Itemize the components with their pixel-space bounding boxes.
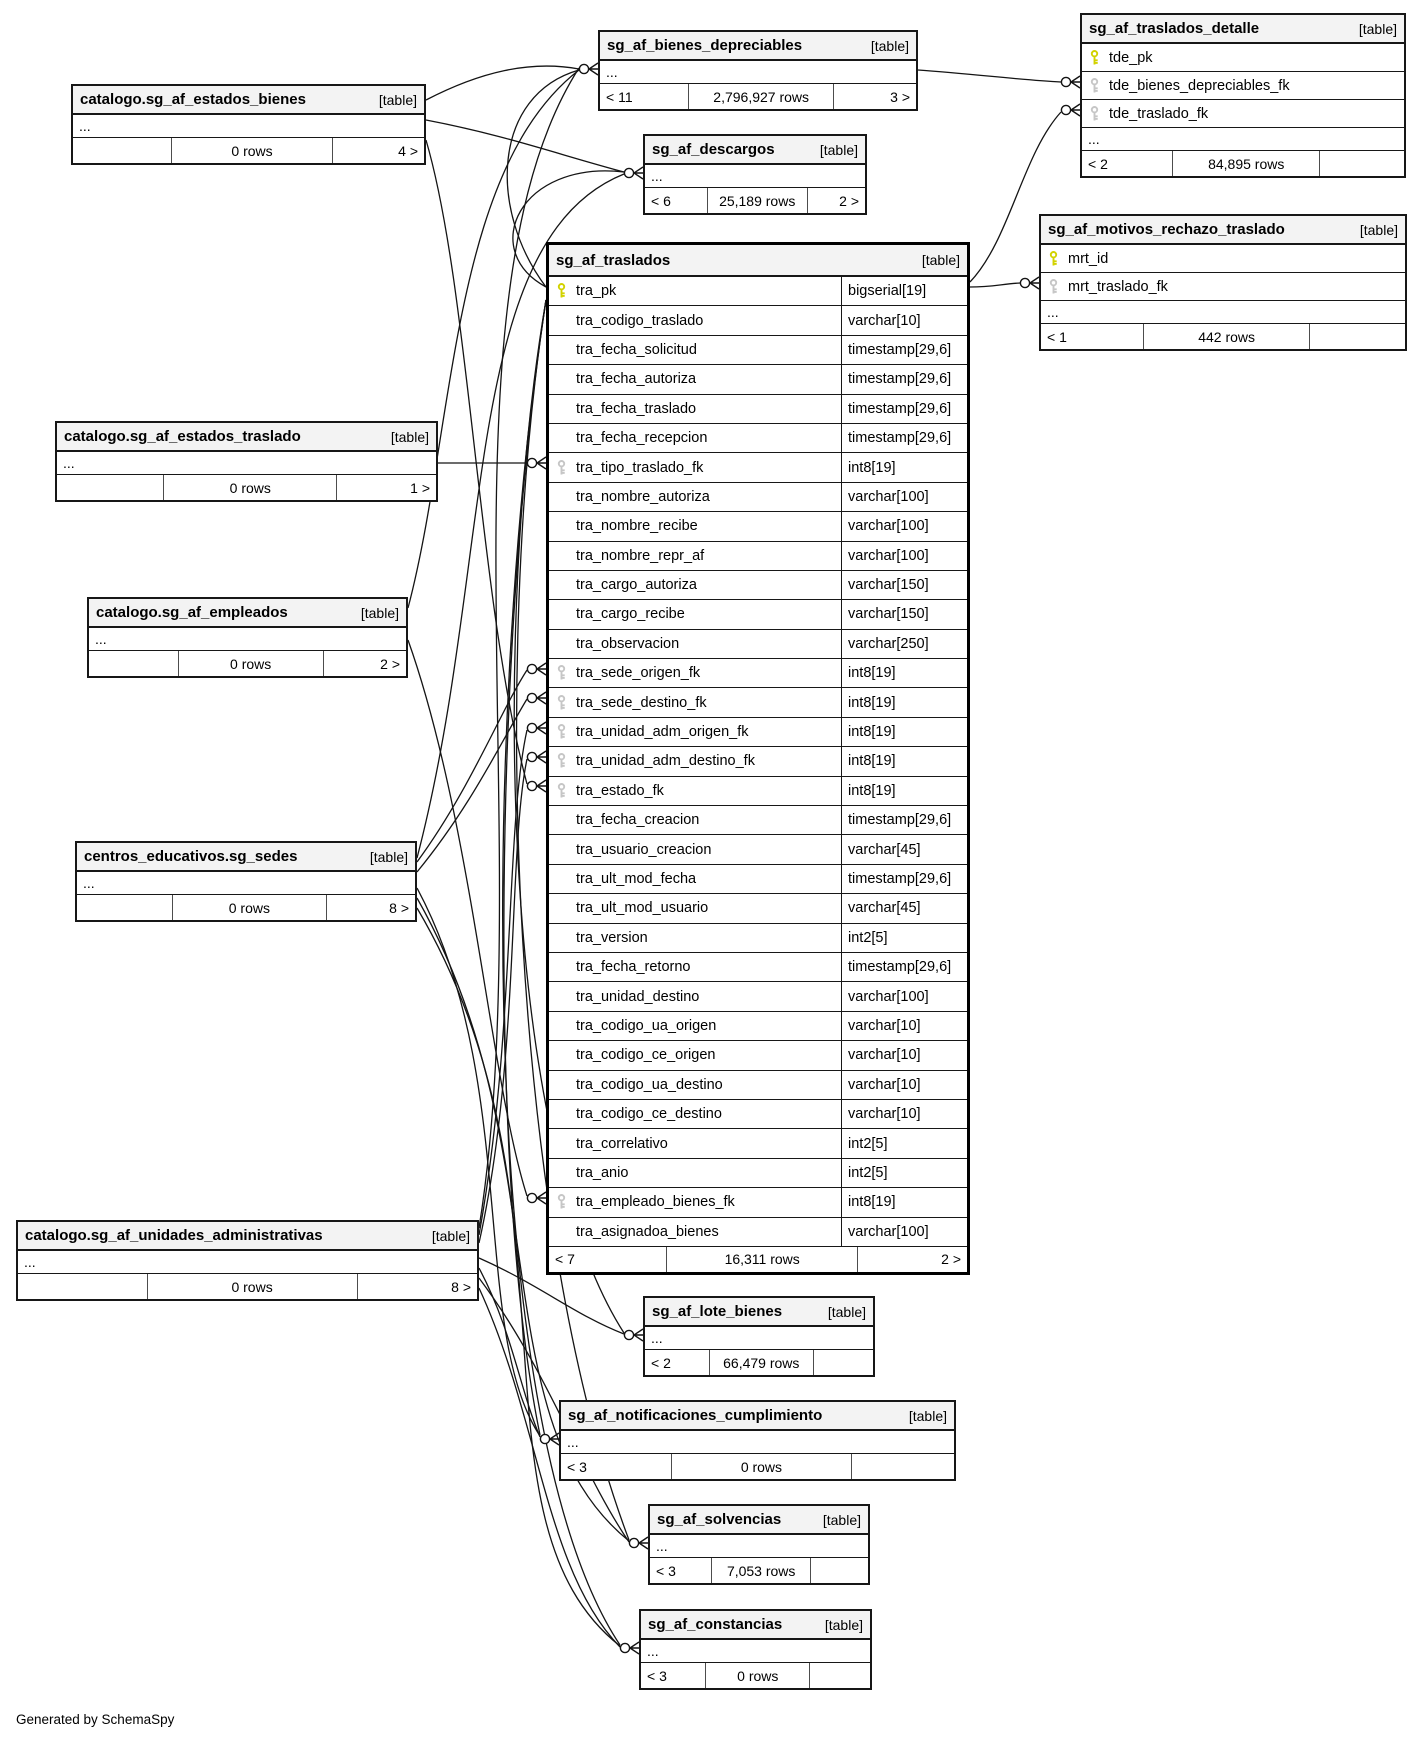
column-row	[549, 542, 967, 571]
elided-columns-row: ...	[1082, 128, 1404, 151]
column-type: int8[19]	[841, 452, 967, 482]
row-count: 7,053 rows	[711, 1558, 811, 1583]
column-type: timestamp[29,6]	[841, 394, 967, 424]
column-row	[1082, 44, 1404, 72]
column-type: varchar[250]	[841, 629, 967, 659]
crowfoot-connector	[579, 63, 598, 75]
column-name: tra_fecha_retorno	[576, 959, 691, 976]
column-name: tde_traslado_fk	[1109, 105, 1209, 122]
table-stats	[89, 651, 406, 676]
column-row	[549, 894, 967, 923]
table-stats	[650, 1558, 868, 1583]
column-name: tra_fecha_autoriza	[576, 371, 697, 388]
related-out-count: 3 >	[890, 88, 910, 105]
elided-columns-row: ...	[650, 1535, 868, 1558]
crowfoot-connector	[624, 1329, 643, 1341]
foreign-key-icon	[1089, 77, 1100, 94]
column-type: int8[19]	[841, 717, 967, 747]
table-stats	[561, 1454, 954, 1479]
relationship-edge	[426, 66, 579, 100]
column-name: tra_fecha_traslado	[576, 400, 697, 417]
column-type: varchar[100]	[841, 1217, 967, 1247]
elided-columns-row: ...	[77, 872, 415, 895]
column-type: int2[5]	[841, 1128, 967, 1158]
column-name: tra_codigo_ua_origen	[576, 1017, 717, 1034]
related-out-count	[1320, 151, 1404, 176]
column-name: tra_ult_mod_fecha	[576, 871, 697, 887]
row-count: 0 rows	[705, 1663, 810, 1688]
column-row	[549, 395, 967, 424]
column-row	[549, 953, 967, 982]
column-row	[1041, 273, 1405, 301]
crowfoot-connector	[540, 1433, 559, 1445]
table-stats	[57, 475, 436, 500]
column-name: tra_version	[576, 929, 648, 946]
column-type: varchar[10]	[841, 1040, 967, 1070]
table-columns	[77, 872, 415, 895]
column-name: tra_nombre_repr_af	[576, 547, 705, 564]
related-in-count: < 2	[1088, 155, 1108, 172]
table-stats	[1041, 324, 1405, 349]
table-stats	[1082, 151, 1404, 176]
table-header	[641, 1611, 870, 1640]
crowfoot-connector	[620, 1642, 639, 1654]
table-title[interactable]: sg_af_bienes_depreciables	[607, 37, 803, 54]
table-title[interactable]: sg_af_notificaciones_cumplimiento	[568, 1407, 823, 1424]
elided-columns-row: ...	[18, 1251, 477, 1274]
column-type: varchar[100]	[841, 541, 967, 571]
table-tag: [table]	[369, 848, 408, 865]
related-in-count: < 6	[651, 192, 671, 209]
table-title[interactable]: sg_af_lote_bienes	[652, 1303, 783, 1320]
table-title[interactable]: sg_af_traslados	[556, 251, 671, 269]
table-header	[650, 1506, 868, 1535]
table-stats	[641, 1663, 870, 1688]
column-name: tra_unidad_adm_destino_fk	[576, 753, 755, 770]
table-header	[645, 136, 865, 165]
elided-columns-row: ...	[645, 165, 865, 188]
crowfoot-connector	[1020, 277, 1039, 289]
table-node-sg_af_bienes_depreciables	[598, 30, 918, 111]
row-count: 0 rows	[147, 1274, 358, 1299]
row-count: 25,189 rows	[707, 188, 808, 213]
column-name: tra_codigo_ua_destino	[576, 1076, 723, 1093]
column-type: int8[19]	[841, 746, 967, 776]
table-node-sg_af_traslados	[546, 242, 970, 1275]
column-type: timestamp[29,6]	[841, 335, 967, 365]
table-columns	[645, 165, 865, 188]
relationship-edge	[970, 283, 1020, 287]
table-header	[1041, 216, 1405, 245]
table-title[interactable]: sg_af_solvencias	[657, 1511, 782, 1528]
column-row	[549, 718, 967, 747]
table-node-catalogo-sg_af_estados_traslado	[55, 421, 438, 502]
column-row	[549, 777, 967, 806]
table-title[interactable]: sg_af_descargos	[652, 141, 775, 158]
column-name: tra_cargo_recibe	[576, 606, 685, 623]
table-tag: [table]	[390, 428, 429, 445]
relationship-edge	[417, 670, 527, 862]
relationship-edge	[918, 70, 1061, 82]
table-title[interactable]: sg_af_motivos_rechazo_traslado	[1048, 221, 1285, 238]
column-type: varchar[45]	[841, 893, 967, 923]
column-name: tra_fecha_solicitud	[576, 341, 697, 358]
related-in-count	[73, 138, 171, 163]
related-out-count	[814, 1350, 873, 1375]
column-name: mrt_id	[1068, 250, 1109, 267]
column-name: tra_estado_fk	[576, 782, 664, 799]
table-columns	[18, 1251, 477, 1274]
column-name: tra_fecha_creacion	[576, 812, 700, 829]
elided-columns-row: ...	[641, 1640, 870, 1663]
related-out-count: 2 >	[839, 192, 859, 209]
column-row	[549, 1071, 967, 1100]
column-type: varchar[150]	[841, 599, 967, 629]
related-out-count: 1 >	[410, 479, 430, 496]
column-row	[549, 1041, 967, 1070]
table-tag: [table]	[378, 91, 417, 108]
elided-columns-row: ...	[73, 115, 424, 138]
row-count: 0 rows	[178, 651, 324, 676]
table-stats	[645, 188, 865, 213]
column-type: bigserial[19]	[841, 276, 967, 306]
crowfoot-connector	[527, 457, 546, 469]
table-columns	[73, 115, 424, 138]
column-type: timestamp[29,6]	[841, 952, 967, 982]
column-type: timestamp[29,6]	[841, 805, 967, 835]
column-row	[549, 630, 967, 659]
column-row	[549, 659, 967, 688]
column-row	[549, 1159, 967, 1188]
column-name: tra_nombre_recibe	[576, 518, 698, 535]
column-row	[549, 336, 967, 365]
foreign-key-icon	[556, 753, 567, 770]
table-title[interactable]: catalogo.sg_af_estados_traslado	[64, 428, 301, 445]
column-row	[549, 982, 967, 1011]
related-out-count	[810, 1663, 870, 1688]
elided-columns-row: ...	[600, 61, 916, 84]
column-name: tra_fecha_recepcion	[576, 430, 708, 447]
column-type: varchar[10]	[841, 305, 967, 335]
column-name: tra_codigo_ce_destino	[576, 1106, 722, 1123]
table-tag: [table]	[1358, 20, 1397, 37]
related-out-count	[852, 1454, 954, 1479]
column-type: int8[19]	[841, 658, 967, 688]
table-header	[561, 1402, 954, 1431]
column-type: varchar[100]	[841, 511, 967, 541]
column-type: timestamp[29,6]	[841, 423, 967, 453]
column-row	[549, 1100, 967, 1129]
table-stats	[73, 138, 424, 163]
column-type: int8[19]	[841, 1187, 967, 1217]
column-row	[549, 306, 967, 335]
column-name: mrt_traslado_fk	[1068, 278, 1168, 295]
related-out-count: 2 >	[380, 655, 400, 672]
table-columns	[600, 61, 916, 84]
column-name: tde_pk	[1109, 49, 1153, 66]
related-in-count	[89, 651, 178, 676]
table-node-sg_af_constancias	[639, 1609, 872, 1690]
table-header	[89, 599, 406, 628]
table-header	[549, 245, 967, 277]
crowfoot-connector	[527, 780, 546, 792]
column-row	[549, 453, 967, 482]
related-out-count	[811, 1558, 868, 1583]
table-columns	[549, 277, 967, 1247]
relationship-edge	[408, 640, 527, 1196]
crowfoot-connector	[1061, 76, 1080, 88]
table-title[interactable]: sg_af_constancias	[648, 1616, 783, 1633]
table-stats	[600, 84, 916, 109]
column-name: tra_unidad_adm_origen_fk	[576, 724, 749, 741]
column-row	[549, 277, 967, 306]
table-tag: [table]	[360, 604, 399, 621]
relationship-edge	[426, 120, 624, 172]
column-row	[549, 1188, 967, 1217]
table-node-catalogo-sg_af_estados_bienes	[71, 84, 426, 165]
related-in-count: < 2	[651, 1354, 671, 1371]
crowfoot-connector	[527, 722, 546, 734]
column-type: varchar[100]	[841, 482, 967, 512]
table-header	[57, 423, 436, 452]
row-count: 84,895 rows	[1172, 151, 1320, 176]
table-title[interactable]: centros_educativos.sg_sedes	[84, 848, 298, 865]
related-in-count: < 7	[555, 1251, 575, 1268]
relationship-edge	[426, 140, 527, 784]
column-row	[549, 483, 967, 512]
column-row	[549, 806, 967, 835]
table-columns	[89, 628, 406, 651]
table-tag: [table]	[827, 1303, 866, 1320]
table-header	[600, 32, 916, 61]
column-type: int2[5]	[841, 1158, 967, 1188]
table-node-sg_af_solvencias	[648, 1504, 870, 1585]
crowfoot-connector	[527, 751, 546, 763]
crowfoot-connector	[527, 692, 546, 704]
column-row	[549, 1129, 967, 1158]
column-name: tra_empleado_bienes_fk	[576, 1194, 735, 1211]
crowfoot-connector	[629, 1537, 648, 1549]
related-out-count: 2 >	[941, 1251, 961, 1268]
table-stats	[645, 1350, 873, 1375]
column-name: tra_ult_mod_usuario	[576, 900, 709, 917]
table-tag: [table]	[921, 252, 960, 268]
column-row	[549, 600, 967, 629]
table-node-centros_educativos-sg_sedes	[75, 841, 417, 922]
column-name: tra_codigo_ce_origen	[576, 1047, 716, 1064]
elided-columns-row: ...	[57, 452, 436, 475]
table-tag: [table]	[819, 141, 858, 158]
column-name: tra_codigo_traslado	[576, 312, 704, 329]
foreign-key-icon	[556, 1194, 567, 1211]
column-name: tra_sede_origen_fk	[576, 665, 701, 682]
row-count: 0 rows	[172, 895, 328, 920]
table-stats	[549, 1247, 967, 1272]
column-name: tde_bienes_depreciables_fk	[1109, 77, 1290, 94]
column-name: tra_observacion	[576, 635, 680, 652]
column-type: timestamp[29,6]	[841, 364, 967, 394]
table-node-sg_af_traslados_detalle	[1080, 13, 1406, 178]
table-node-sg_af_lote_bienes	[643, 1296, 875, 1377]
table-columns	[1041, 245, 1405, 324]
column-row	[1082, 72, 1404, 100]
column-name: tra_correlativo	[576, 1135, 668, 1152]
column-row	[549, 1012, 967, 1041]
column-name: tra_pk	[576, 283, 617, 300]
foreign-key-icon	[556, 459, 567, 476]
column-row	[549, 688, 967, 717]
table-title[interactable]: sg_af_traslados_detalle	[1089, 20, 1260, 37]
table-columns	[561, 1431, 954, 1454]
row-count: 442 rows	[1143, 324, 1310, 349]
column-type: int2[5]	[841, 923, 967, 953]
foreign-key-icon	[556, 665, 567, 682]
column-name: tra_usuario_creacion	[576, 841, 712, 858]
related-in-count: < 3	[567, 1458, 587, 1475]
table-columns	[645, 1327, 873, 1350]
elided-columns-row: ...	[645, 1327, 873, 1350]
column-type: varchar[150]	[841, 570, 967, 600]
row-count: 16,311 rows	[666, 1247, 858, 1272]
relationship-edge	[417, 888, 540, 1436]
primary-key-icon	[1089, 49, 1100, 66]
related-out-count: 8 >	[451, 1278, 471, 1295]
column-name: tra_unidad_destino	[576, 988, 700, 1005]
foreign-key-icon	[556, 694, 567, 711]
related-in-count	[18, 1274, 147, 1299]
related-in-count	[57, 475, 163, 500]
column-type: timestamp[29,6]	[841, 864, 967, 894]
column-row	[549, 571, 967, 600]
table-header	[73, 86, 424, 115]
table-columns	[641, 1640, 870, 1663]
column-row	[549, 835, 967, 864]
column-type: varchar[10]	[841, 1099, 967, 1129]
table-columns	[1082, 44, 1404, 151]
table-header	[77, 843, 415, 872]
table-stats	[77, 895, 415, 920]
primary-key-icon	[556, 283, 567, 300]
table-node-catalogo-sg_af_empleados	[87, 597, 408, 678]
table-title[interactable]: catalogo.sg_af_empleados	[96, 604, 288, 621]
related-in-count: < 3	[647, 1667, 667, 1684]
related-in-count: < 1	[1047, 328, 1067, 345]
column-name: tra_nombre_autoriza	[576, 488, 710, 505]
related-in-count: < 11	[606, 88, 633, 105]
column-type: varchar[100]	[841, 981, 967, 1011]
column-row	[549, 865, 967, 894]
crowfoot-connector	[527, 1192, 546, 1204]
table-columns	[57, 452, 436, 475]
related-in-count	[77, 895, 172, 920]
table-tag: [table]	[870, 37, 909, 54]
table-node-catalogo-sg_af_unidades_administrativas	[16, 1220, 479, 1301]
table-tag: [table]	[822, 1511, 861, 1528]
column-name: tra_tipo_traslado_fk	[576, 459, 704, 476]
crowfoot-connector	[1061, 104, 1080, 116]
column-row	[1041, 245, 1405, 273]
column-name: tra_asignadoa_bienes	[576, 1223, 719, 1240]
table-header	[645, 1298, 873, 1327]
related-out-count: 8 >	[389, 899, 409, 916]
column-type: varchar[45]	[841, 834, 967, 864]
row-count: 0 rows	[171, 138, 332, 163]
table-tag: [table]	[908, 1407, 947, 1424]
foreign-key-icon	[1089, 105, 1100, 122]
foreign-key-icon	[556, 782, 567, 799]
crowfoot-connector	[527, 663, 546, 675]
table-tag: [table]	[431, 1227, 470, 1244]
column-row	[549, 365, 967, 394]
related-in-count: < 3	[656, 1562, 676, 1579]
foreign-key-icon	[556, 724, 567, 741]
related-out-count	[1310, 324, 1405, 349]
row-count: 0 rows	[163, 475, 337, 500]
table-tag: [table]	[1359, 221, 1398, 238]
column-row	[549, 424, 967, 453]
generator-credit: Generated by SchemaSpy	[16, 1712, 175, 1727]
row-count: 2,796,927 rows	[688, 84, 833, 109]
column-name: tra_sede_destino_fk	[576, 694, 707, 711]
primary-key-icon	[1048, 250, 1059, 267]
table-columns	[650, 1535, 868, 1558]
row-count: 66,479 rows	[709, 1350, 814, 1375]
elided-columns-row: ...	[1041, 301, 1405, 324]
crowfoot-connector	[624, 167, 643, 179]
column-type: varchar[10]	[841, 1011, 967, 1041]
related-out-count: 4 >	[398, 142, 418, 159]
table-header	[18, 1222, 477, 1251]
row-count: 0 rows	[671, 1454, 852, 1479]
column-row	[549, 1218, 967, 1247]
elided-columns-row: ...	[89, 628, 406, 651]
table-title[interactable]: catalogo.sg_af_estados_bienes	[80, 91, 306, 108]
elided-columns-row: ...	[561, 1431, 954, 1454]
table-title[interactable]: catalogo.sg_af_unidades_administrativas	[25, 1227, 323, 1244]
table-tag: [table]	[824, 1616, 863, 1633]
table-stats	[18, 1274, 477, 1299]
foreign-key-icon	[1048, 278, 1059, 295]
column-type: int8[19]	[841, 776, 967, 806]
column-row	[549, 924, 967, 953]
table-header	[1082, 15, 1404, 44]
column-row	[549, 512, 967, 541]
table-node-sg_af_motivos_rechazo_traslado	[1039, 214, 1407, 351]
column-type: int8[19]	[841, 687, 967, 717]
column-type: varchar[10]	[841, 1070, 967, 1100]
table-node-sg_af_descargos	[643, 134, 867, 215]
column-name: tra_anio	[576, 1164, 629, 1181]
table-node-sg_af_notificaciones_cumplimiento	[559, 1400, 956, 1481]
column-name: tra_cargo_autoriza	[576, 577, 697, 594]
column-row	[1082, 100, 1404, 128]
column-row	[549, 747, 967, 776]
